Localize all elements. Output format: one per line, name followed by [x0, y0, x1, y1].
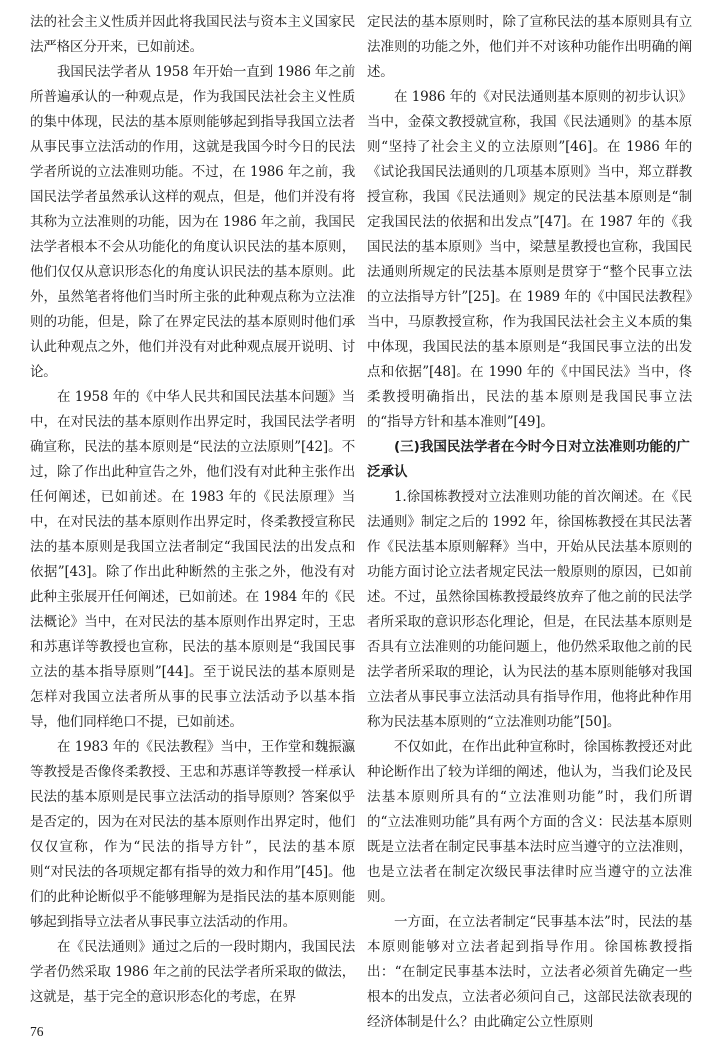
paragraph: 不仅如此，在作出此种宣称时，徐国栋教授还对此种论断作出了较为详细的阐述，他认为，当我们论及民法基本原则所具有的“立法准则功能”时，我们所谓的“立法准则功能”具有两个方面的含义：民法基本原则既是立法者在制定民事基本法时应当遵守的立法准则，也是立法者在制定次级民事法律时应当遵守的立法准则。: [367, 739, 692, 905]
paragraph: 法的社会主义性质并因此将我国民法与资本主义国家民法严格区分开来，已如前述。: [30, 14, 355, 55]
section-heading: (三)我国民法学者在今时今日对立法准则功能的广泛承认: [367, 439, 690, 480]
paragraph: 在 1983 年的《民法教程》当中，王作堂和魏振瀛等教授是否像佟柔教授、王忠和苏惠详等教授一样承认民法的基本原则是民事立法活动的指导原则？答案似乎是否定的，因为在对民法的基本原则作出界定时，他们仅仅宣称，作为“民法的指导方针”，民法的基本原则“对民法的各项规定都有指导的效力和作用”[45]。他们的此种论断似乎不能够理解为是指民法的基本原则能够起到指导立法者从事民事立法活动的作用。: [30, 739, 355, 930]
left-column: [30, 10, 355, 1030]
page-number: 76: [30, 1024, 44, 1039]
paragraph: 1.徐国栋教授对立法准则功能的首次阐述。在《民法通则》制定之后的 1992 年，徐国栋教授在其民法著作《民法基本原则解释》当中，开始从民法基本原则的功能方面讨论立法者规定民法一般原则的原因，已如前述。不过，虽然徐国栋教授最终放弃了他之前的民法学者所采取的意识形态化理论，但是，在民法基本原则是否具有立法准则的功能问题上，他仍然采取他之前的民法学者所采取的理论，认为民法的基本原则能够对我国立法者从事民事立法活动具有指导作用，他将此种作用称为民法基本原则的“立法准则功能”[50]。: [367, 489, 692, 730]
paragraph: 定民法的基本原则时，除了宣称民法的基本原则具有立法准则的功能之外，他们并不对该种功能作出明确的阐述。: [367, 14, 692, 80]
article-page: [30, 10, 692, 1030]
paragraph: 在 1986 年的《对民法通则基本原则的初步认识》当中，金葆文教授就宣称，我国《民法通则》的基本原则“坚持了社会主义的立法原则”[46]。在 1986 年的《试论我国民法通则的几项基本原则》当中，郑立群教授宣称，我国《民法通则》规定的民法基本原则是“制定我国民法的依据和出发点”[47]。在 1987 年的《我国民法的基本原则》当中，梁慧星教授也宣称，我国民法通则所规定的民法基本原则是贯穿于“整个民事立法的立法指导方针”[25]。在 1989 年的《中国民法教程》当中，马原教授宣称，作为我国民法社会主义本质的集中体现，我国民法的基本原则是“我国民事立法的出发点和依据”[48]。在 1990 年的《中国民法》当中，佟柔教授明确指出，民法的基本原则是我国民事立法的“指导方针和基本准则”[49]。: [367, 89, 692, 430]
right-column: [367, 10, 692, 1030]
paragraph: 在 1958 年的《中华人民共和国民法基本问题》当中，在对民法的基本原则作出界定时，我国民法学者明确宣称，民法的基本原则是“民法的立法原则”[42]。不过，除了作出此种宣告之外，他们没有对此种主张作出任何阐述，已如前述。在 1983 年的《民法原理》当中，在对民法的基本原则作出界定时，佟柔教授宣称民法的基本原则是我国立法者制定“我国民法的出发点和依据”[43]。除了作出此种断然的主张之外，他没有对此种主张展开任何阐述，已如前述。在 1984 年的《民法概论》当中，在对民法的基本原则作出界定时，王忠和苏惠详等教授也宣称，民法的基本原则是“我国民事立法的基本指导原则”[44]。至于说民法的基本原则是怎样对我国立法者所从事的民事立法活动予以基本指导，他们同样绝口不提，已如前述。: [30, 389, 355, 730]
paragraph: 我国民法学者从 1958 年开始一直到 1986 年之前所普遍承认的一种观点是，作为我国民法社会主义性质的集中体现，民法的基本原则能够起到指导我国立法者从事民事立法活动的作用，这就是我国今时今日的民法学者所说的立法准则功能。不过，在 1986 年之前，我国民法学者虽然承认这样的观点，但是，他们并没有将其称为立法准则的功能，因为在 1986 年之前，我国民法学者根本不会从功能化的角度认识民法的基本原则，他们仅仅从意识形态化的角度认识民法的基本原则。此外，虽然笔者将他们当时所主张的此种观点称为立法准则的功能，但是，除了在界定民法的基本原则时他们承认此种观点之外，他们并没有对此种观点展开说明、讨论。: [30, 64, 355, 380]
paragraph: 在《民法通则》通过之后的一段时期内，我国民法学者仍然采取 1986 年之前的民法学者所采取的做法，这就是，基于完全的意识形态化的考虑，在界: [30, 939, 355, 1005]
paragraph: 一方面，在立法者制定“民事基本法”时，民法的基本原则能够对立法者起到指导作用。徐国栋教授指出：“在制定民事基本法时，立法者必须首先确定一些根本的出发点，立法者必须问自己，这部民法欲表现的经济体制是什么？由此确定公立性原则: [367, 914, 692, 1030]
